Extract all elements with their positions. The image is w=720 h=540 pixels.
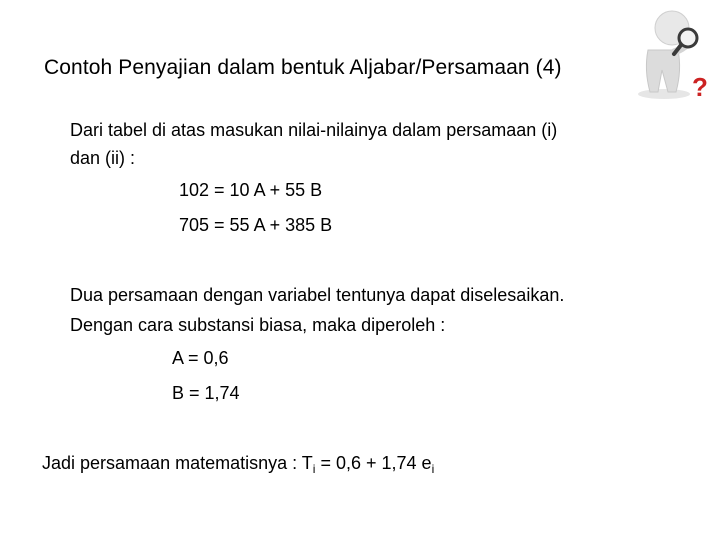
intro-line-2: dan (ii) :	[70, 148, 136, 168]
result-b: B = 1,74	[172, 383, 240, 403]
conclusion-middle: = 0,6 + 1,74 e	[315, 453, 432, 473]
question-mark: ?	[692, 72, 708, 102]
paragraph-line-1: Dua persamaan dengan variabel tentunya dapat diselesaikan.	[70, 285, 565, 305]
conclusion-line	[42, 450, 434, 482]
equation-1: 102 = 10 A + 55 B	[179, 180, 323, 200]
conclusion-prefix: Jadi persamaan matematisnya : T	[42, 453, 313, 473]
equation-2: 705 = 55 A + 385 B	[179, 215, 333, 235]
paragraph-line-2: Dengan cara substansi biasa, maka diperoleh :	[70, 315, 446, 335]
intro-line-1: Dari tabel di atas masukan nilai-nilainya dalam persamaan (i)	[70, 120, 558, 140]
conclusion-subscript-e: i	[431, 462, 435, 476]
figure-magnifier-question-icon	[624, 0, 720, 102]
slide-title: Contoh Penyajian dalam bentuk Aljabar/Persamaan (4)	[44, 56, 562, 79]
result-a: A = 0,6	[172, 348, 229, 368]
conclusion-subscript-t: i	[312, 462, 316, 476]
